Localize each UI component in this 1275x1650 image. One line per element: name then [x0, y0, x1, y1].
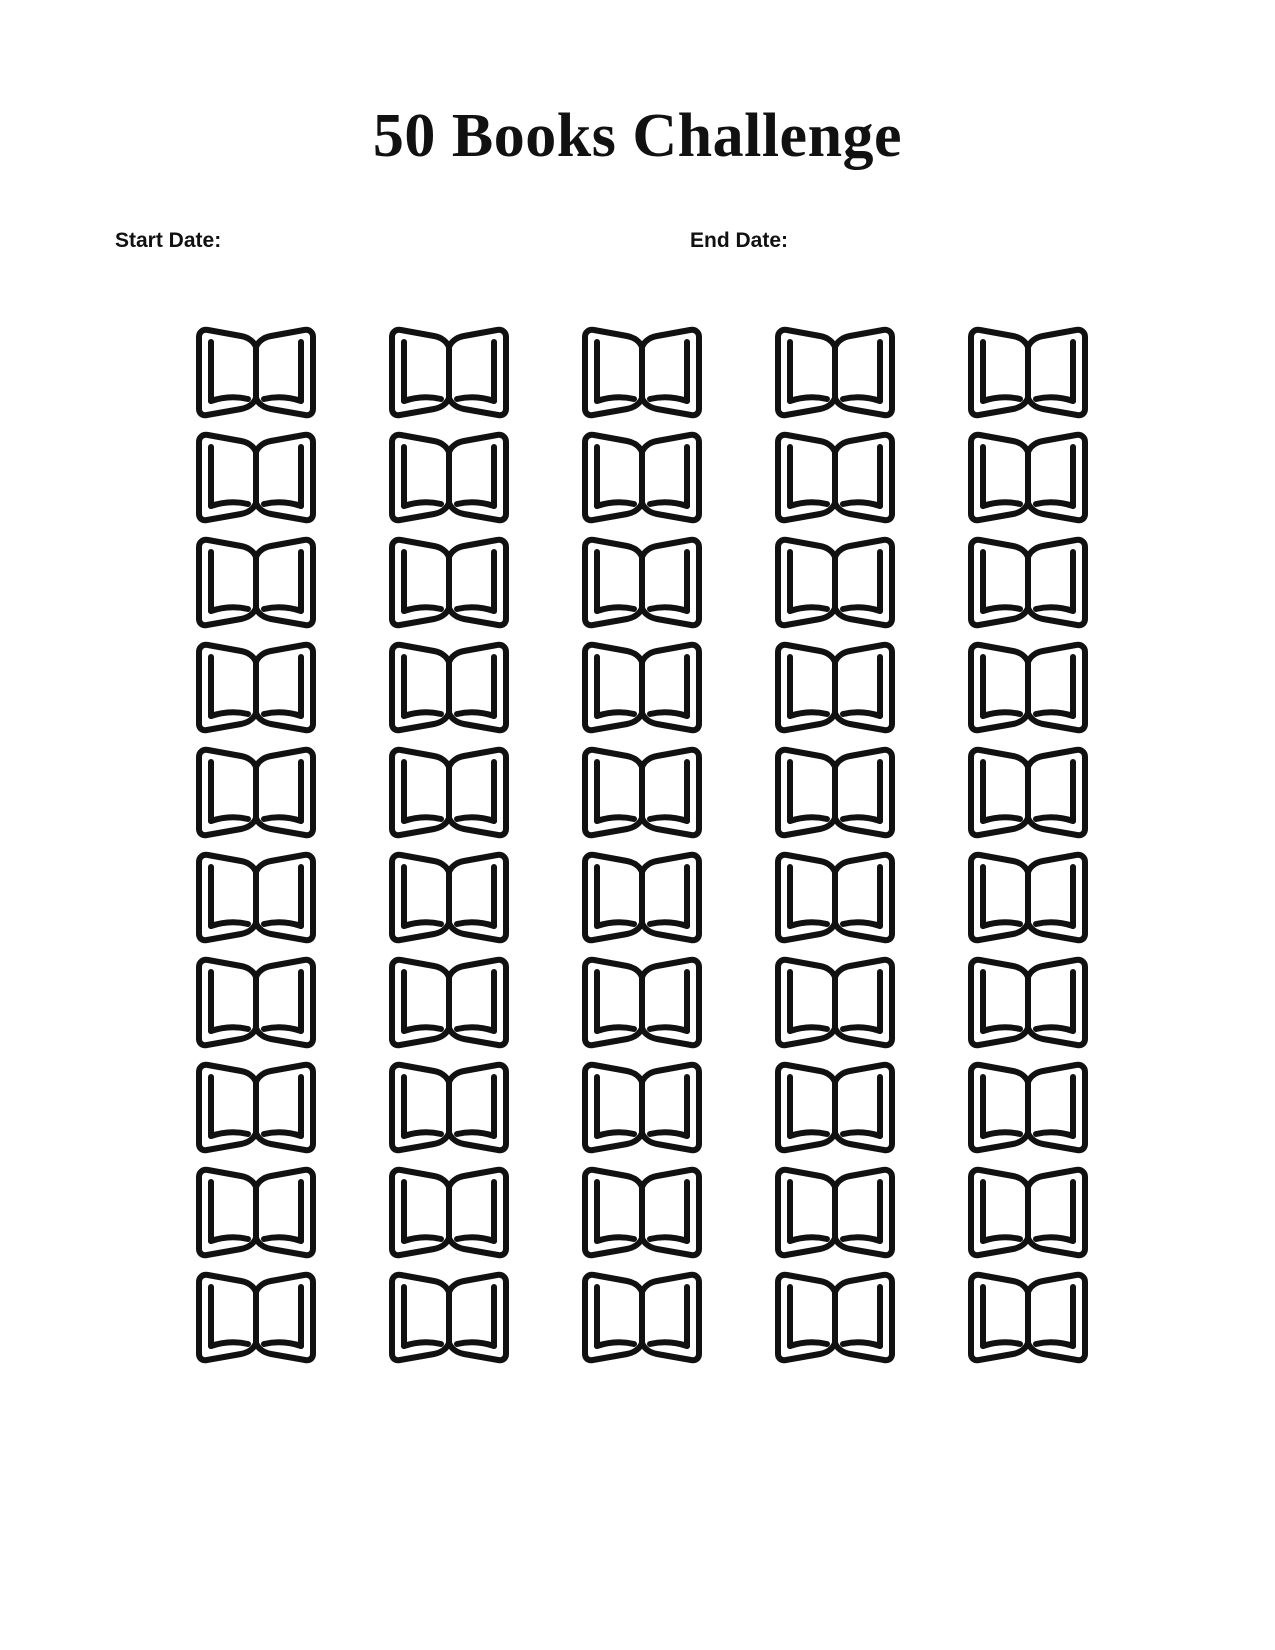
book-slot-48[interactable] [545, 1268, 738, 1373]
book-slot-3[interactable] [545, 323, 738, 428]
book-slot-31[interactable] [159, 953, 352, 1058]
open-book-icon[interactable] [191, 533, 321, 635]
book-slot-1[interactable] [159, 323, 352, 428]
open-book-icon[interactable] [577, 1268, 707, 1370]
open-book-icon[interactable] [191, 743, 321, 845]
open-book-icon[interactable] [770, 848, 900, 950]
end-date-field[interactable] [690, 229, 974, 253]
open-book-icon[interactable] [577, 638, 707, 740]
book-slot-5[interactable] [931, 323, 1124, 428]
book-slot-22[interactable] [352, 743, 545, 848]
open-book-icon[interactable] [770, 1268, 900, 1370]
book-slot-50[interactable] [931, 1268, 1124, 1373]
open-book-icon[interactable] [191, 1163, 321, 1265]
book-slot-18[interactable] [545, 638, 738, 743]
book-slot-30[interactable] [931, 848, 1124, 953]
open-book-icon[interactable] [963, 743, 1093, 845]
open-book-icon[interactable] [384, 1058, 514, 1160]
book-slot-33[interactable] [545, 953, 738, 1058]
book-slot-44[interactable] [738, 1163, 931, 1268]
book-slot-24[interactable] [738, 743, 931, 848]
book-slot-47[interactable] [352, 1268, 545, 1373]
book-slot-40[interactable] [931, 1058, 1124, 1163]
open-book-icon[interactable] [963, 1268, 1093, 1370]
open-book-icon[interactable] [770, 533, 900, 635]
open-book-icon[interactable] [963, 1058, 1093, 1160]
book-slot-13[interactable] [545, 533, 738, 638]
book-slot-14[interactable] [738, 533, 931, 638]
open-book-icon[interactable] [963, 533, 1093, 635]
open-book-icon[interactable] [770, 1163, 900, 1265]
book-slot-23[interactable] [545, 743, 738, 848]
open-book-icon[interactable] [191, 638, 321, 740]
open-book-icon[interactable] [384, 323, 514, 425]
open-book-icon[interactable] [963, 1163, 1093, 1265]
book-tracker-grid [0, 323, 1275, 1373]
book-slot-12[interactable] [352, 533, 545, 638]
book-slot-2[interactable] [352, 323, 545, 428]
open-book-icon[interactable] [384, 428, 514, 530]
open-book-icon[interactable] [577, 1058, 707, 1160]
open-book-icon[interactable] [770, 428, 900, 530]
open-book-icon[interactable] [384, 638, 514, 740]
book-slot-26[interactable] [159, 848, 352, 953]
book-slot-11[interactable] [159, 533, 352, 638]
book-slot-16[interactable] [159, 638, 352, 743]
open-book-icon[interactable] [191, 848, 321, 950]
open-book-icon[interactable] [384, 1163, 514, 1265]
book-slot-21[interactable] [159, 743, 352, 848]
open-book-icon[interactable] [384, 533, 514, 635]
open-book-icon[interactable] [963, 953, 1093, 1055]
open-book-icon[interactable] [963, 848, 1093, 950]
book-slot-38[interactable] [545, 1058, 738, 1163]
start-date-field[interactable] [115, 229, 690, 253]
open-book-icon[interactable] [577, 743, 707, 845]
open-book-icon[interactable] [191, 953, 321, 1055]
open-book-icon[interactable] [191, 323, 321, 425]
book-slot-8[interactable] [545, 428, 738, 533]
date-fields-row [0, 229, 1275, 253]
book-slot-45[interactable] [931, 1163, 1124, 1268]
book-slot-46[interactable] [159, 1268, 352, 1373]
book-slot-15[interactable] [931, 533, 1124, 638]
end-date-label: End Date: [690, 229, 789, 253]
start-date-label: Start Date: [115, 229, 222, 253]
open-book-icon[interactable] [963, 638, 1093, 740]
open-book-icon[interactable] [770, 1058, 900, 1160]
book-slot-4[interactable] [738, 323, 931, 428]
book-slot-6[interactable] [159, 428, 352, 533]
book-slot-49[interactable] [738, 1268, 931, 1373]
book-slot-42[interactable] [352, 1163, 545, 1268]
open-book-icon[interactable] [577, 1163, 707, 1265]
book-slot-39[interactable] [738, 1058, 931, 1163]
book-slot-37[interactable] [352, 1058, 545, 1163]
book-slot-9[interactable] [738, 428, 931, 533]
book-slot-36[interactable] [159, 1058, 352, 1163]
book-slot-17[interactable] [352, 638, 545, 743]
open-book-icon[interactable] [384, 848, 514, 950]
open-book-icon[interactable] [577, 428, 707, 530]
book-slot-29[interactable] [738, 848, 931, 953]
book-slot-7[interactable] [352, 428, 545, 533]
open-book-icon[interactable] [191, 428, 321, 530]
book-slot-10[interactable] [931, 428, 1124, 533]
open-book-icon[interactable] [963, 323, 1093, 425]
book-slot-27[interactable] [352, 848, 545, 953]
open-book-icon[interactable] [577, 533, 707, 635]
open-book-icon[interactable] [770, 638, 900, 740]
open-book-icon[interactable] [577, 323, 707, 425]
open-book-icon[interactable] [770, 953, 900, 1055]
book-slot-28[interactable] [545, 848, 738, 953]
book-slot-41[interactable] [159, 1163, 352, 1268]
open-book-icon[interactable] [191, 1268, 321, 1370]
book-slot-19[interactable] [738, 638, 931, 743]
book-slot-25[interactable] [931, 743, 1124, 848]
open-book-icon[interactable] [384, 953, 514, 1055]
open-book-icon[interactable] [577, 953, 707, 1055]
book-slot-32[interactable] [352, 953, 545, 1058]
page-title: 50 Books Challenge [372, 102, 903, 170]
book-slot-43[interactable] [545, 1163, 738, 1268]
book-slot-34[interactable] [738, 953, 931, 1058]
open-book-icon[interactable] [577, 848, 707, 950]
open-book-icon[interactable] [963, 428, 1093, 530]
open-book-icon[interactable] [191, 1058, 321, 1160]
open-book-icon[interactable] [770, 323, 900, 425]
open-book-icon[interactable] [384, 743, 514, 845]
open-book-icon[interactable] [770, 743, 900, 845]
book-slot-20[interactable] [931, 638, 1124, 743]
open-book-icon[interactable] [384, 1268, 514, 1370]
book-slot-35[interactable] [931, 953, 1124, 1058]
